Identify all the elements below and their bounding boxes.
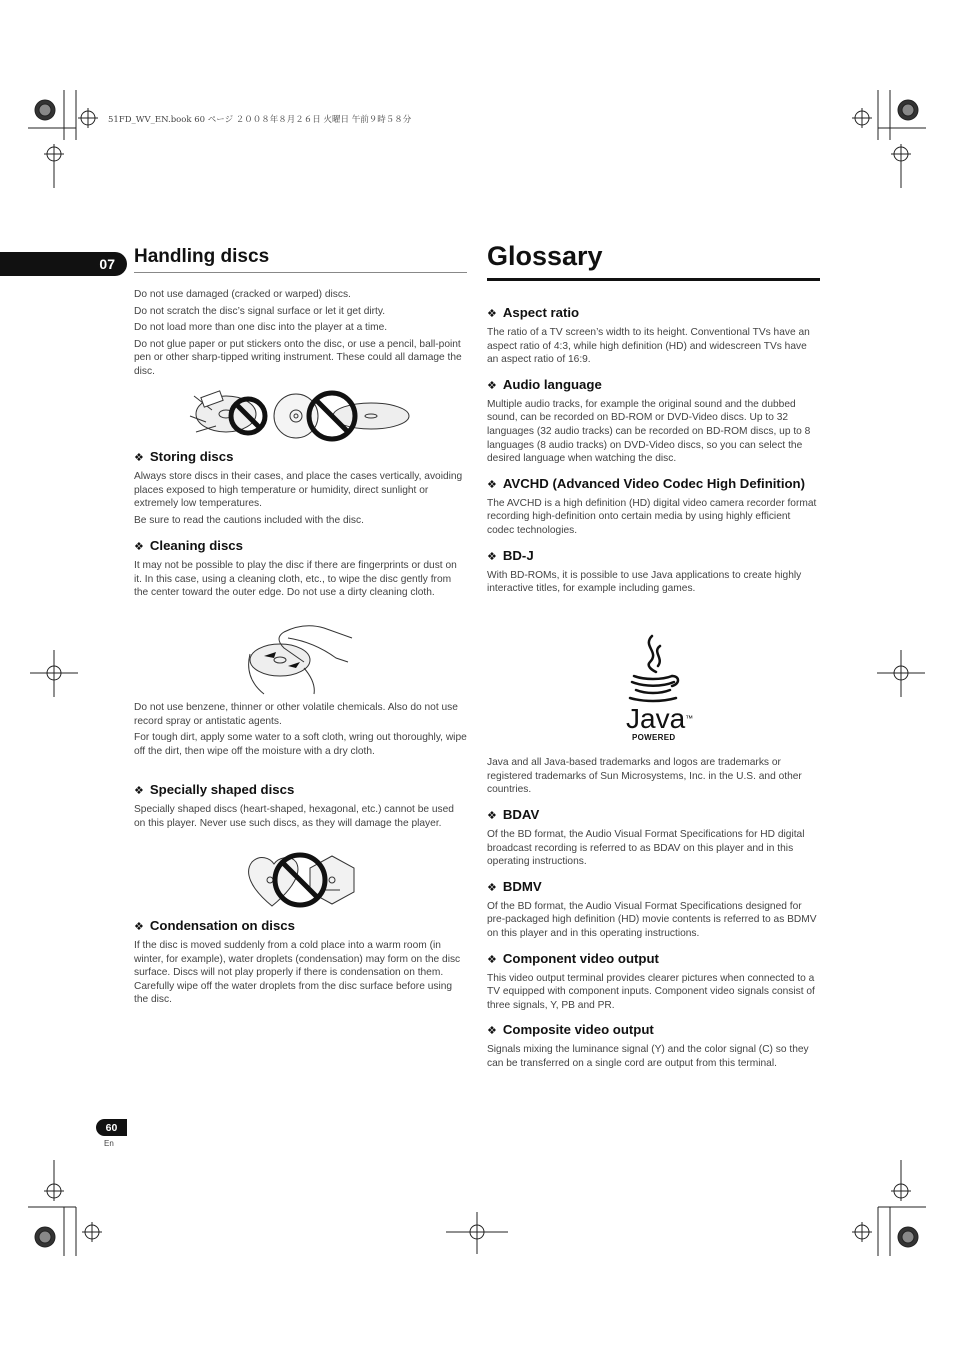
page-number: 60 <box>96 1119 127 1136</box>
diamond-bullet-icon: ❖ <box>487 953 497 966</box>
entry-heading-text: Composite video output <box>502 1022 654 1038</box>
entry-heading-text: AVCHD (Advanced Video Codec High Definition) <box>502 475 805 491</box>
storing-paragraph: Be sure to read the cautions included with the disc. <box>134 514 364 526</box>
diamond-bullet-icon: ❖ <box>487 308 497 320</box>
registration-mark-icon <box>78 108 98 128</box>
page-language: En <box>104 1139 114 1148</box>
intro-paragraph: Do not glue paper or put stickers onto the disc, or use a pencil, ball-point pen or other sharp-tipped writing instrument. These could all damage the disc. <box>134 338 462 377</box>
entry-heading-text: Component video output <box>502 950 659 966</box>
cleaning-section <box>134 537 467 603</box>
diamond-bullet-icon: ❖ <box>134 921 144 933</box>
entry-heading <box>487 547 820 566</box>
entry-text: This video output terminal provides clearer pictures when connected to a TV equipped with component inputs. Component video signals consist of three signals, Y, PB and PR. <box>487 972 815 1011</box>
glossary-entry <box>487 475 820 538</box>
diamond-bullet-icon: ❖ <box>487 881 497 894</box>
java-tm: ™ <box>685 714 694 723</box>
section-title-glossary: Glossary <box>487 241 820 281</box>
diamond-bullet-icon: ❖ <box>487 478 497 491</box>
entry-heading-text: BDMV <box>502 878 542 894</box>
glossary-entries <box>487 304 820 599</box>
java-cup-graphic <box>622 632 684 704</box>
java-note-block <box>487 756 820 800</box>
chapter-tab: 07 <box>0 252 127 276</box>
shaped-heading <box>134 781 467 800</box>
file-info: 51FD_WV_EN.book 60 ページ ２００８年８月２６日 火曜日 午前９時５８分 <box>108 115 412 125</box>
entry-heading-text: Aspect ratio <box>502 305 580 320</box>
storing-section <box>134 448 467 530</box>
entry-text: Of the BD format, the Audio Visual Format Specifications for HD digital broadcast recording is referred to as BDAV on this player and in this operating instructions. <box>487 829 805 868</box>
entry-heading <box>487 1021 820 1040</box>
diamond-bullet-icon: ❖ <box>134 452 144 464</box>
diamond-bullet-icon: ❖ <box>134 541 144 553</box>
condensation-heading-text: Condensation on discs <box>149 918 295 933</box>
section-title-handling: Handling discs <box>134 246 467 273</box>
java-logo-icon <box>622 632 694 742</box>
shaped-heading-text: Specially shaped discs <box>149 782 295 797</box>
entry-text: Multiple audio tracks, for example the original sound and the dubbed sound, can be recorded on BD-ROM or DVD-Video discs. Up to 32 languages (32 audio tracks) can be recorded on BD-ROM discs, up to 8 languages (8 audio tracks) on DVD-Video discs, so you can select the desired language when watching the disc. <box>487 398 811 465</box>
shaped-discs-illustration <box>244 852 360 910</box>
entry-heading-text: BD-J <box>502 547 534 563</box>
shaped-section <box>134 781 467 833</box>
storing-heading-text: Storing discs <box>149 449 234 464</box>
glossary-entry <box>487 304 820 367</box>
entry-heading <box>487 950 820 969</box>
intro-paragraph: Do not load more than one disc into the player at a time. <box>134 322 388 334</box>
entry-heading-text: BDAV <box>502 807 540 822</box>
cleaning-after-paragraph: Do not use benzene, thinner or other volatile chemicals. Also do not use record spray or antistatic agents. <box>134 702 458 727</box>
java-note: Java and all Java-based trademarks and logos are trademarks or registered trademarks of Sun Microsystems, Inc. in the U.S. and other countries. <box>487 757 802 796</box>
java-wordmark: Java <box>626 703 686 734</box>
diamond-bullet-icon: ❖ <box>487 379 497 392</box>
shaped-paragraph: Specially shaped discs (heart-shaped, hexagonal, etc.) cannot be used on this player. Never use such discs, as they will damage the player. <box>134 804 454 829</box>
cleaning-heading <box>134 537 467 556</box>
cleaning-heading-text: Cleaning discs <box>149 538 243 553</box>
entry-heading <box>487 878 820 897</box>
entry-text: The AVCHD is a high definition (HD) digital video camera recorder format recording high-definition onto certain media by using highly efficient codec technologies. <box>487 497 817 536</box>
cleaning-after-paragraph: For tough dirt, apply some water to a soft cloth, wring out thoroughly, wipe off the dirt, then wipe off the moisture with a dry cloth. <box>134 732 467 757</box>
diamond-bullet-icon: ❖ <box>487 1025 497 1038</box>
condensation-section <box>134 917 467 1010</box>
entry-text: The ratio of a TV screen’s width to its height. Conventional TVs have an aspect ratio of 4:3, while high definition (HD) and widescreen TVs have an aspect ratio of 16:9. <box>487 327 810 366</box>
diamond-bullet-icon: ❖ <box>487 810 497 822</box>
storing-paragraph: Always store discs in their cases, and place the cases vertically, avoiding places exposed to high temperature or humidity, direct sunlight or extremely low temperatures. <box>134 471 463 510</box>
handling-intro <box>134 288 467 382</box>
entry-heading <box>487 304 820 323</box>
entry-heading-text: Audio language <box>502 376 602 392</box>
storing-heading <box>134 448 467 467</box>
entry-heading <box>487 475 820 494</box>
glossary-entry <box>487 878 820 941</box>
glossary-entry <box>487 950 820 1013</box>
intro-paragraph: Do not scratch the disc’s signal surface or let it get dirty. <box>134 305 386 317</box>
condensation-heading <box>134 917 467 936</box>
entry-text: Of the BD format, the Audio Visual Format Specifications designed for pre-packaged high definition (HD) movie contents is referred to as BDMV on this player and in this operating instructions. <box>487 900 817 939</box>
entry-text: Signals mixing the luminance signal (Y) and the color signal (C) so they can be transferred on a single cord are output from this terminal. <box>487 1044 809 1069</box>
glossary-entry <box>487 806 820 869</box>
cleaning-disc-illustration <box>244 618 356 696</box>
disc-damage-illustration <box>186 386 412 442</box>
diamond-bullet-icon: ❖ <box>487 550 497 563</box>
entry-text: With BD-ROMs, it is possible to use Java applications to create highly interactive titles, for example including games. <box>487 569 802 595</box>
glossary-entry <box>487 376 820 466</box>
glossary-entry <box>487 1021 820 1070</box>
java-powered: POWERED <box>632 733 676 742</box>
cleaning-paragraph: It may not be possible to play the disc if there are fingerprints or dust on it. In this case, using a cleaning cloth, etc., to wipe the disc gently from the center toward the outer edge. Do not use a dirty cleaning cloth. <box>134 560 457 599</box>
diamond-bullet-icon: ❖ <box>134 785 144 797</box>
glossary-entry <box>487 547 820 596</box>
intro-paragraph: Do not use damaged (cracked or warped) discs. <box>134 289 351 300</box>
entry-heading <box>487 376 820 395</box>
cleaning-after <box>134 701 467 761</box>
condensation-paragraph: If the disc is moved suddenly from a cold place into a warm room (in winter, for example), water droplets (condensation) may form on the disc surface. Discs will not play properly if there is condensation on them. Carefully wipe off the water droplets from the disc surface before using the disc. <box>134 940 461 1006</box>
glossary-entries-2 <box>487 806 820 1074</box>
entry-heading <box>487 806 820 825</box>
